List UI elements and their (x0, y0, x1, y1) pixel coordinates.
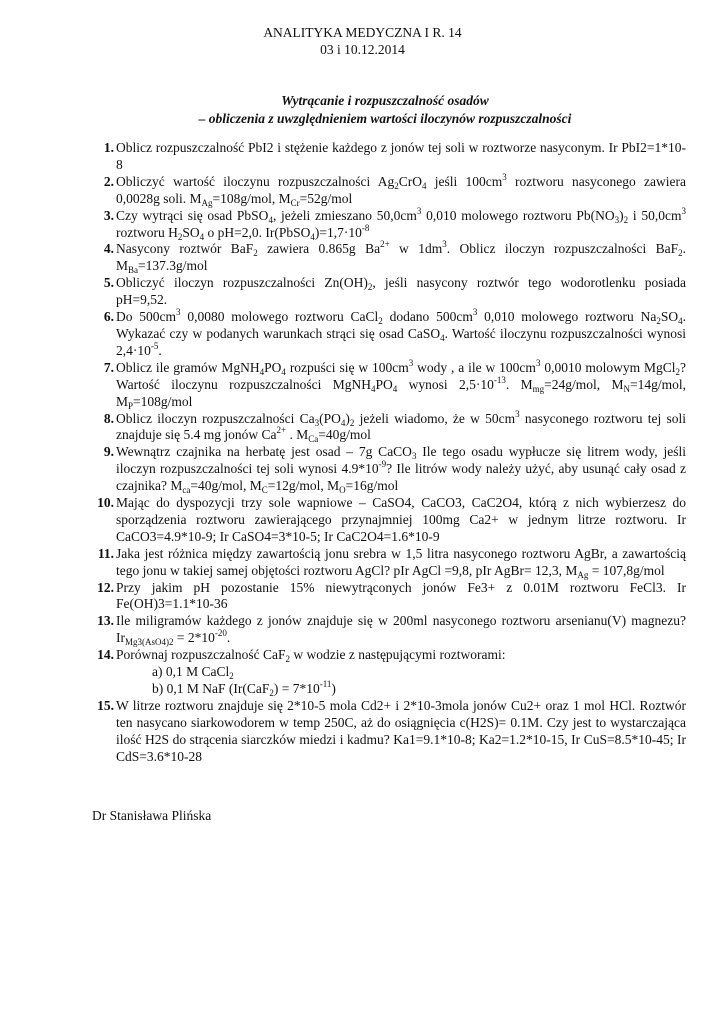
problem-number: 2. (103, 173, 114, 189)
problem-item (92, 408, 686, 445)
problem-item (92, 444, 686, 495)
problem-number: 6. (103, 309, 114, 325)
problem-item (92, 698, 686, 766)
problem-item (92, 495, 686, 546)
problem-text: W litrze roztworu znajduje się 2*10-5 mola Cd2+ i 2*10-3mola jonów Cu2+ oraz 1 mol HCl. Roztwór ten nasycano siarkowodorem w temp 250C, aż do osiągnięcia c(H2S)= 0.1M. Czy jest to wystarczająca ilość H2S do strącenia siarczków miedzi i kadmu? Ka1=9.1*10-8; Ka2=1.2*10-15, Ir CuS=8.5*10-45; Ir CdS=3.6*10-28 (116, 697, 686, 764)
problem-text: Oblicz iloczyn rozpuszczalności $Ca_3(PO_4)_2$ jeżeli wiadomo, że w $50cm^3$ nasyconego roztworu tej soli znajduje się 5.4 mg jonów $Ca^{2+}$ . $M_{Ca}=40g$/mol (116, 408, 686, 445)
problem-number: 3. (103, 207, 114, 223)
problem-list (92, 140, 686, 766)
problem-number: 5. (103, 275, 114, 291)
problem-number: 9. (103, 444, 114, 460)
document-subtitle (90, 92, 680, 128)
problem-text: Obliczyć wartość iloczynu rozpuszczalności $Ag_2CrO_4$ jeśli $100cm^3$ roztworu nasyconego zawiera 0,0028g soli. $M_{Ag}=108g$/mol, $M_{Cr}=52g$/mol (116, 171, 686, 208)
problem-number: 8. (103, 410, 114, 426)
problem-option: b) 0,1 M NaF $(Ir(CaF_2) = 7*10^{-11})$ (152, 679, 336, 698)
problem-item (92, 357, 687, 411)
problem-text: Ile miligramów każdego z jonów znajduje się w 200ml nasyconego roztworu arsenianu(V) magnezu? $Ir_{Mg3(AsO4)2} = 2*10^{-20}$. (116, 613, 686, 648)
problem-number: 7. (103, 359, 114, 375)
course-date: 03 i 10.12.2014 (320, 42, 405, 57)
problem-text: Jaka jest różnica między zawartością jonu srebra w 1,5 litra nasyconego roztworu AgBr, a zawartością tego jonu w takiej samej objętości roztworu AgCl? pIr AgCl =9,8, pIr AgBr= 12,3, $M_{Ag} = 107,8g/mol$ (116, 545, 686, 580)
subtitle-line-2: – obliczenia z uwzględnieniem wartości iloczynów rozpuszczalności (198, 111, 572, 126)
problem-text: Oblicz ile gramów $MgNH_4PO_4$ rozpuści się w $100cm^3$ wody , a ile w $100cm^3$ 0,0010 molowym MgCl$_2$? Wartość iloczynu rozpuszczalności $MgNH_4PO_4$ wynosi $2,5\cdot 10^{-13}$. $M_{mg}=24g$/mol, $M_N=14g$/mol, $M_P=108g$/mol (116, 357, 687, 411)
problem-number: 12. (97, 579, 114, 595)
problem-item (92, 613, 686, 647)
problem-item (92, 275, 686, 309)
problem-item (92, 205, 686, 242)
problem-number: 13. (97, 613, 114, 629)
subtitle-line-1: Wytrącanie i rozpuszczalność osadów (281, 93, 489, 108)
problem-text: Przy jakim pH pozostanie 15% niewytrąconych jonów Fe3+ z 0.01M roztworu FeCl3. Ir Fe(OH)3=1.1*10-36 (116, 579, 686, 612)
problem-text: Mając do dyspozycji trzy sole wapniowe – CaSO4, CaCO3, CaC2O4, którą z nich wybierzesz do sporządzenia roztworu zawierającego przynajmniej 100mg Ca2+ w jednym litrze roztworu. Ir CaCO3=4.9*10-9; Ir CaSO4=3*10-5; Ir CaC2O4=1.6*10-9 (116, 495, 686, 544)
course-title: ANALITYKA MEDYCZNA I R. 14 (263, 25, 462, 40)
problem-text: Oblicz rozpuszczalność PbI2 i stężenie każdego z jonów tej soli w roztworze nasyconym. Ir PbI2=1*10-8 (116, 140, 686, 172)
problem-item (92, 647, 686, 698)
problem-text: Nasycony roztwór BaF$_2$ zawiera 0.865g $Ba^{2+}$ w $1dm^3$. Oblicz iloczyn rozpuszczalności BaF$_2$. $M_{Ba}=137.3g$/mol (116, 239, 687, 276)
problem-text: Czy wytrąci się osad PbSO$_4$, jeżeli zmieszano $50,0cm^3$ 0,010 molowego roztworu $Pb(NO_3)_2$ i $50,0cm^3$ roztworu $H_2SO_4$ o pH=2,0. $Ir(PbSO_4)=1,7\cdot 10^{-8}$ (116, 205, 686, 242)
problem-number: 1. (103, 140, 114, 155)
problem-option: a) 0,1 M CaCl$_2$ (152, 664, 234, 682)
document-header (0, 24, 725, 58)
problem-item (92, 309, 686, 360)
problem-item (92, 140, 686, 174)
author-signature: Dr Stanisława Plińska (92, 808, 212, 823)
problem-text: Wewnątrz czajnika na herbatę jest osad – 7g CaCO$_3$ Ile tego osadu wypłucze się litrem wody, jeśli iloczyn rozpuszczalności tej soli wynosi $4.9*10^{-9}$? Ile litrów wody należy użyć, aby usunąć cały osad z czajnika? $M_{ca}=40g$/mol, $M_C=12g$/mol, $M_O=16g$/mol (116, 444, 686, 496)
problem-item (92, 580, 686, 614)
problem-number: 10. (97, 495, 114, 511)
problem-item (92, 241, 686, 275)
problem-item (92, 546, 686, 580)
problem-text: Do $500cm^3$ 0,0080 molowego roztworu CaCl$_2$ dodano $500cm^3$ 0,010 molowego roztworu $Na_2SO_4$. Wykazać czy w podanych warunkach strąci się osad CaSO$_4$. Wartość iloczynu rozpuszczalności wynosi $2,4\cdot 10^{-5}$. (116, 307, 686, 358)
problem-text: Obliczyć iloczyn rozpuszczalności $Zn(OH)_2$, jeśli nasycony roztwór tego wodorotlenku posiada pH=9,52. (116, 275, 686, 308)
problem-number: 15. (97, 697, 114, 713)
problem-number: 14. (97, 647, 114, 663)
problem-number: 4. (103, 241, 114, 257)
problem-number: 11. (97, 545, 114, 561)
problem-item (92, 171, 686, 208)
problem-text: Porównaj rozpuszczalność CaF$_2$ w wodzie z następującymi roztworami: (116, 647, 506, 665)
